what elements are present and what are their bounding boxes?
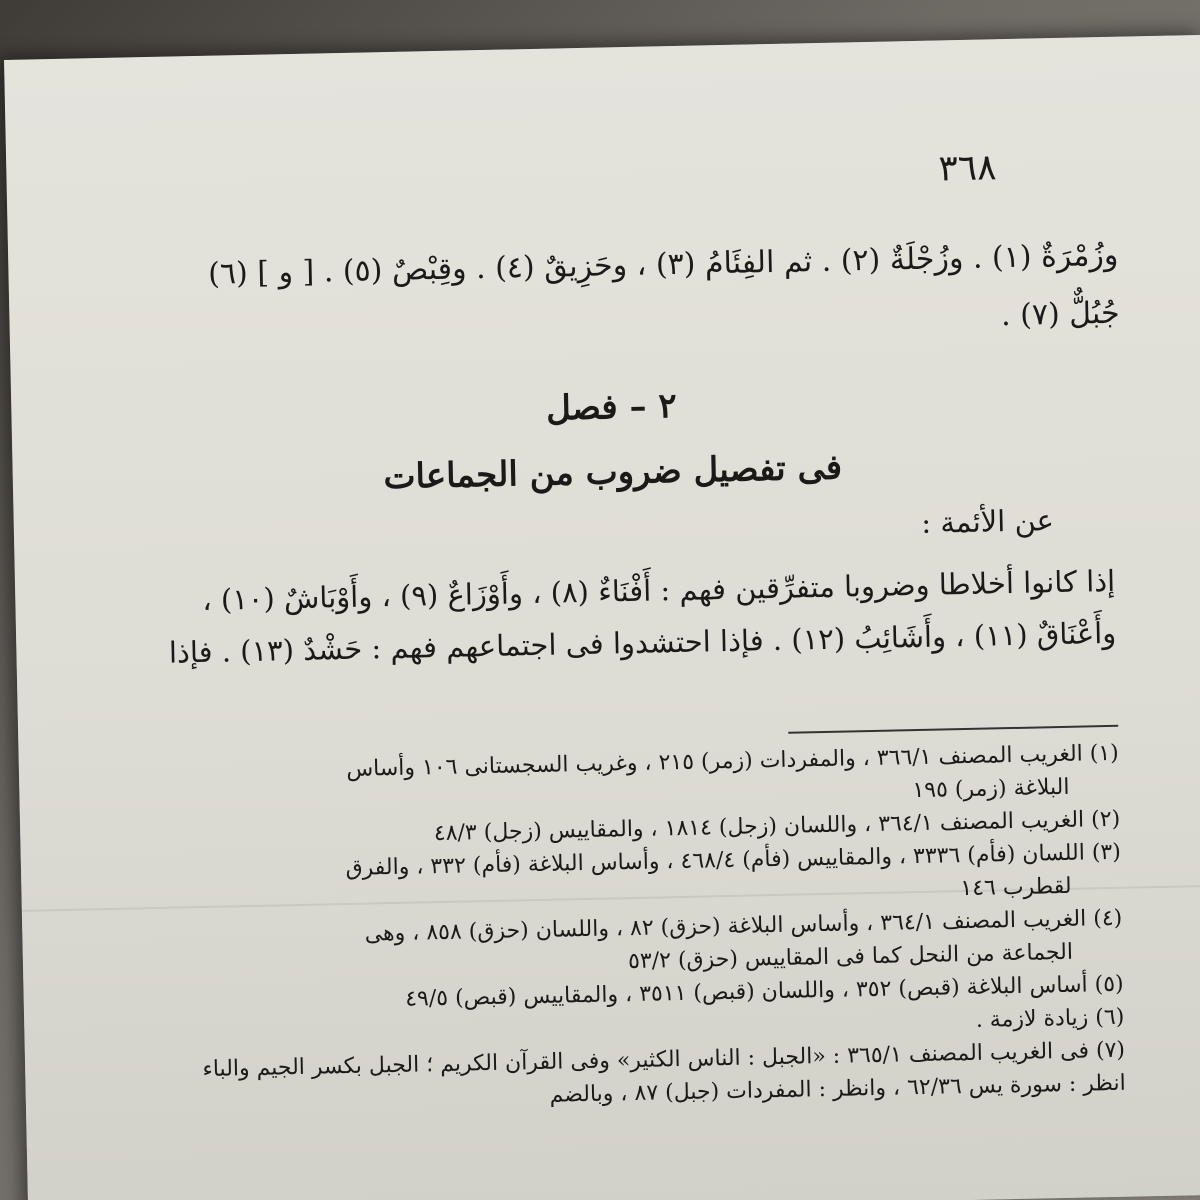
footnote-line: البلاغة (زمر) ١٩٥ [912,774,1070,804]
footnote-line: (٤) الغريب المصنف ٣٦٤/١ ، وأساس البلاغة (حزق) ٨٢ ، واللسان (حزق) ٨٥٨ ، وهى [364,905,1123,947]
footnote-line: (٦) زيادة لازمة . [975,1004,1125,1033]
section-title: فى تفصيل ضروب من الجماعات [383,447,843,498]
footnote-divider [788,725,1118,734]
footnote-line: (٧) فى الغريب المصنف ٣٦٥/١ : «الجبل : الناس الكثير» وفى القرآن الكريم ؛ الجبل بكسر الجيم والباء [202,1037,1126,1083]
narrators-line: عن الأئمة : [920,503,1055,540]
footnote-line: (١) الغريب المصنف ٣٦٦/١ ، والمفردات (زمر) ٢١٥ ، وغريب السجستانى ١٠٦ وأساس [346,740,1120,782]
intro-line: جُبُلٌّ (٧) . [1000,295,1120,334]
section-number-heading: ٢ – فصل [545,385,678,429]
intro-line: وزُمْرَةٌ (١) . وزُجْلَةٌ (٢) . ثم الفِئَامُ (٣) ، وحَزِيقٌ (٤) . وقِبْصٌ (٥) . [ و ] (٦) [207,237,1119,292]
footnote-line: لقطرب ١٤٦ [960,873,1072,902]
book-page [4,35,1200,1200]
footnote-line: (٥) أساس البلاغة (قبص) ٣٥٢ ، واللسان (قبص) ٣٥١١ ، والمقاييس (قبص) ٤٩/٥ [404,971,1124,1012]
footnote-line: الجماعة من النحل كما فى المقاييس (حزق) ٥٣/٢ [627,939,1074,975]
intro-paragraph [98,227,1120,364]
footnote-line: انظر : سورة يس ٦٢/٣٦ ، وانظر : المفردات (جبل) ٨٧ ، وبالضم [549,1070,1126,1108]
footnotes [119,737,1126,1121]
footnote-line: (٣) اللسان (فأم) ٣٣٣٦ ، والمقاييس (فأم) ٤٦٨/٤ ، وأساس البلاغة (فأم) ٣٣٢ ، والفرق [345,839,1122,882]
page-number: ٣٦٨ [938,147,997,190]
body-paragraph [115,555,1117,680]
body-line: إذا كانوا أخلاطا وضروبا متفرِّقين فهم : أَفْنَاءٌ (٨) ، وأَوْزَاعٌ (٩) ، وأَوْبَاشٌ (١٠) ، [201,563,1116,617]
body-line: وأَعْنَاقٌ (١١) ، وأَشَائِبُ (١٢) . فإذا احتشدوا فى اجتماعهم فهم : حَشْدٌ (١٣) . فإذا [168,615,1117,670]
footnote-line: (٢) الغريب المصنف ٣٦٤/١ ، واللسان (زجل) ١٨١٤ ، والمقاييس (زجل) ٤٨/٣ [433,806,1121,847]
